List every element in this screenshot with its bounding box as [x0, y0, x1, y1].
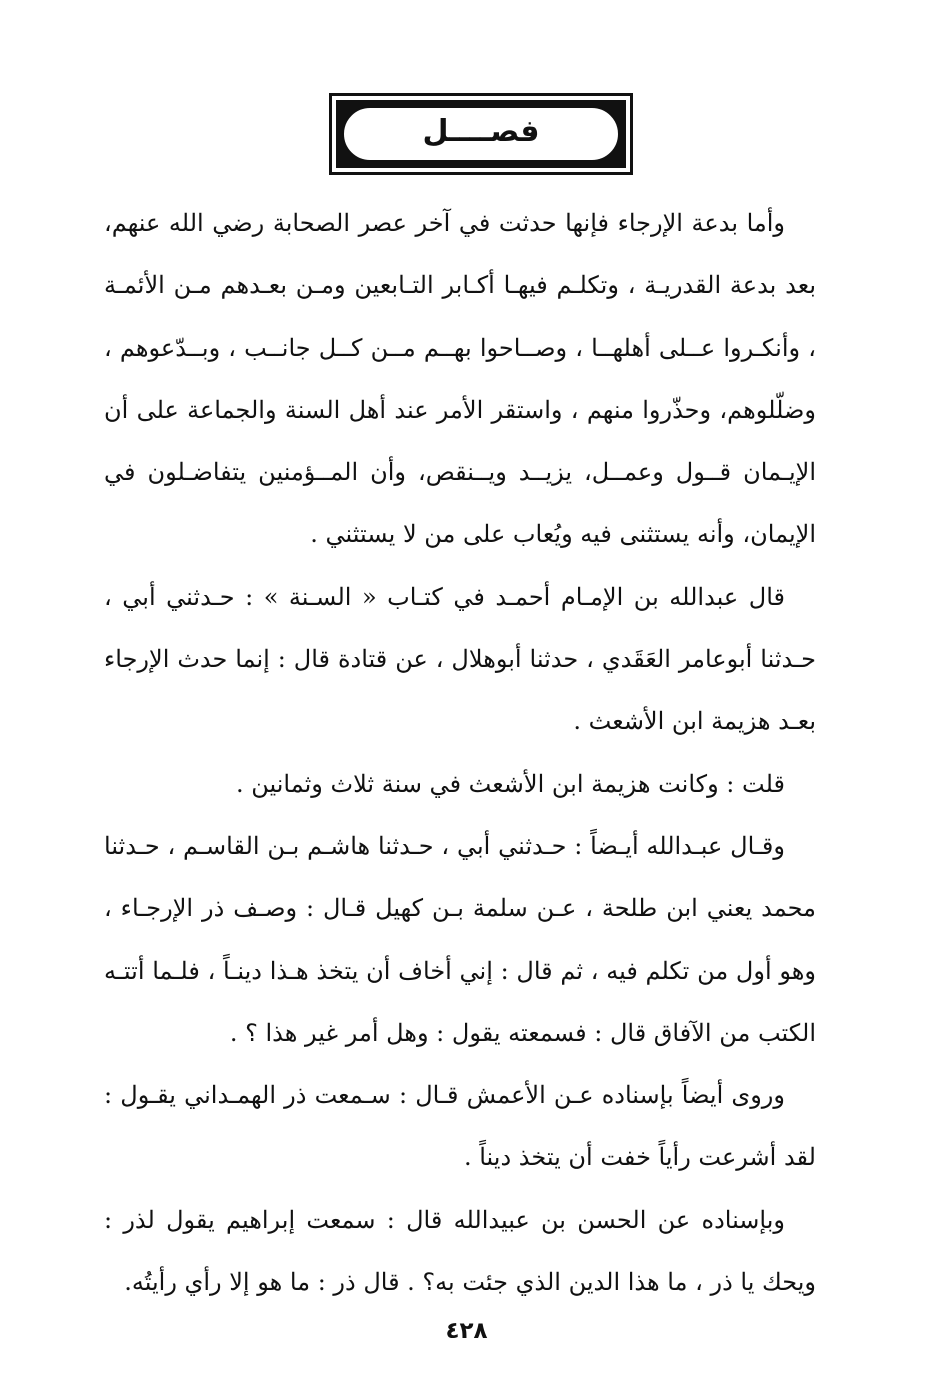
paragraph-5: وروى أيضاً بإسناده عـن الأعمش قـال : سـمعت ذر الهمـداني يقـول : لقد أشرعت رأياً خفت أن يتخذ ديناً . [104, 1081, 816, 1172]
paragraph-6: وبإسناده عن الحسن بن عبيدالله قال : سمعت إبراهيم يقول لذر : ويحك يا ذر ، ما هذا الدين الذي جئت به؟ . قال ذر : ما هو إلا رأي رأيتُه. [104, 1205, 816, 1297]
paragraph-1: وأما بدعة الإرجاء فإنها حدثت في آخر عصر الصحابة رضي الله عنهم، بعد بدعة القدريـة ، وتكلـم فيهـا أكـابر التـابعين ومـن بعـدهم مـن الأئمـة ، وأنكـروا عــلى أهلهــا ، وصــاحوا بهــم مــن كــل جانــب ، وبــدّعوهم ، وضلّلوهم، وحذّروا منهم ، واستقر الأمر عند أهل السنة والجماعة على أن الإيـمان قــول وعمــل، يزيــد ويــنقص، وأن المــؤمنين يتفاضـلون في الإيمان، وأنه يستثنى فيه ويُعاب على من لا يستثني . [104, 209, 817, 549]
body-text [104, 192, 816, 1313]
page-number: ٤٢٨ [445, 1318, 488, 1344]
chapter-heading-frame [329, 93, 633, 175]
paragraph-3: قلت : وكانت هزيمة ابن الأشعث في سنة ثلاث وثمانين . [235, 769, 785, 798]
chapter-heading: فصــــل [422, 114, 540, 149]
paragraph-4: وقـال عبـدالله أيـضاً : حـدثني أبي ، حـدثنا هاشـم بـن القاسـم ، حـدثنا محمد يعني ابن طلحة ، عـن سلمة بـن كهيل قـال : وصـف ذر الإرجـاء ، وهو أول من تكلم فيه ، ثم قال : إني أخاف أن يتخذ هـذا دينـاً ، فلـما أتتـه الكتب من الآفاق قال : فسمعته يقول : وهل أمر غير هذا ؟ . [104, 831, 816, 1047]
heading-pill [342, 106, 620, 162]
paragraph-2: قال عبدالله بن الإمـام أحمـد في كتـاب « السـنة » : حـدثني أبي ، حـدثنا أبوعامر العَقَدي ، حدثنا أبوهلال ، عن قتادة قال : إنما حدث الإرجاء بعـد هزيمة ابن الأشعث . [104, 582, 816, 736]
